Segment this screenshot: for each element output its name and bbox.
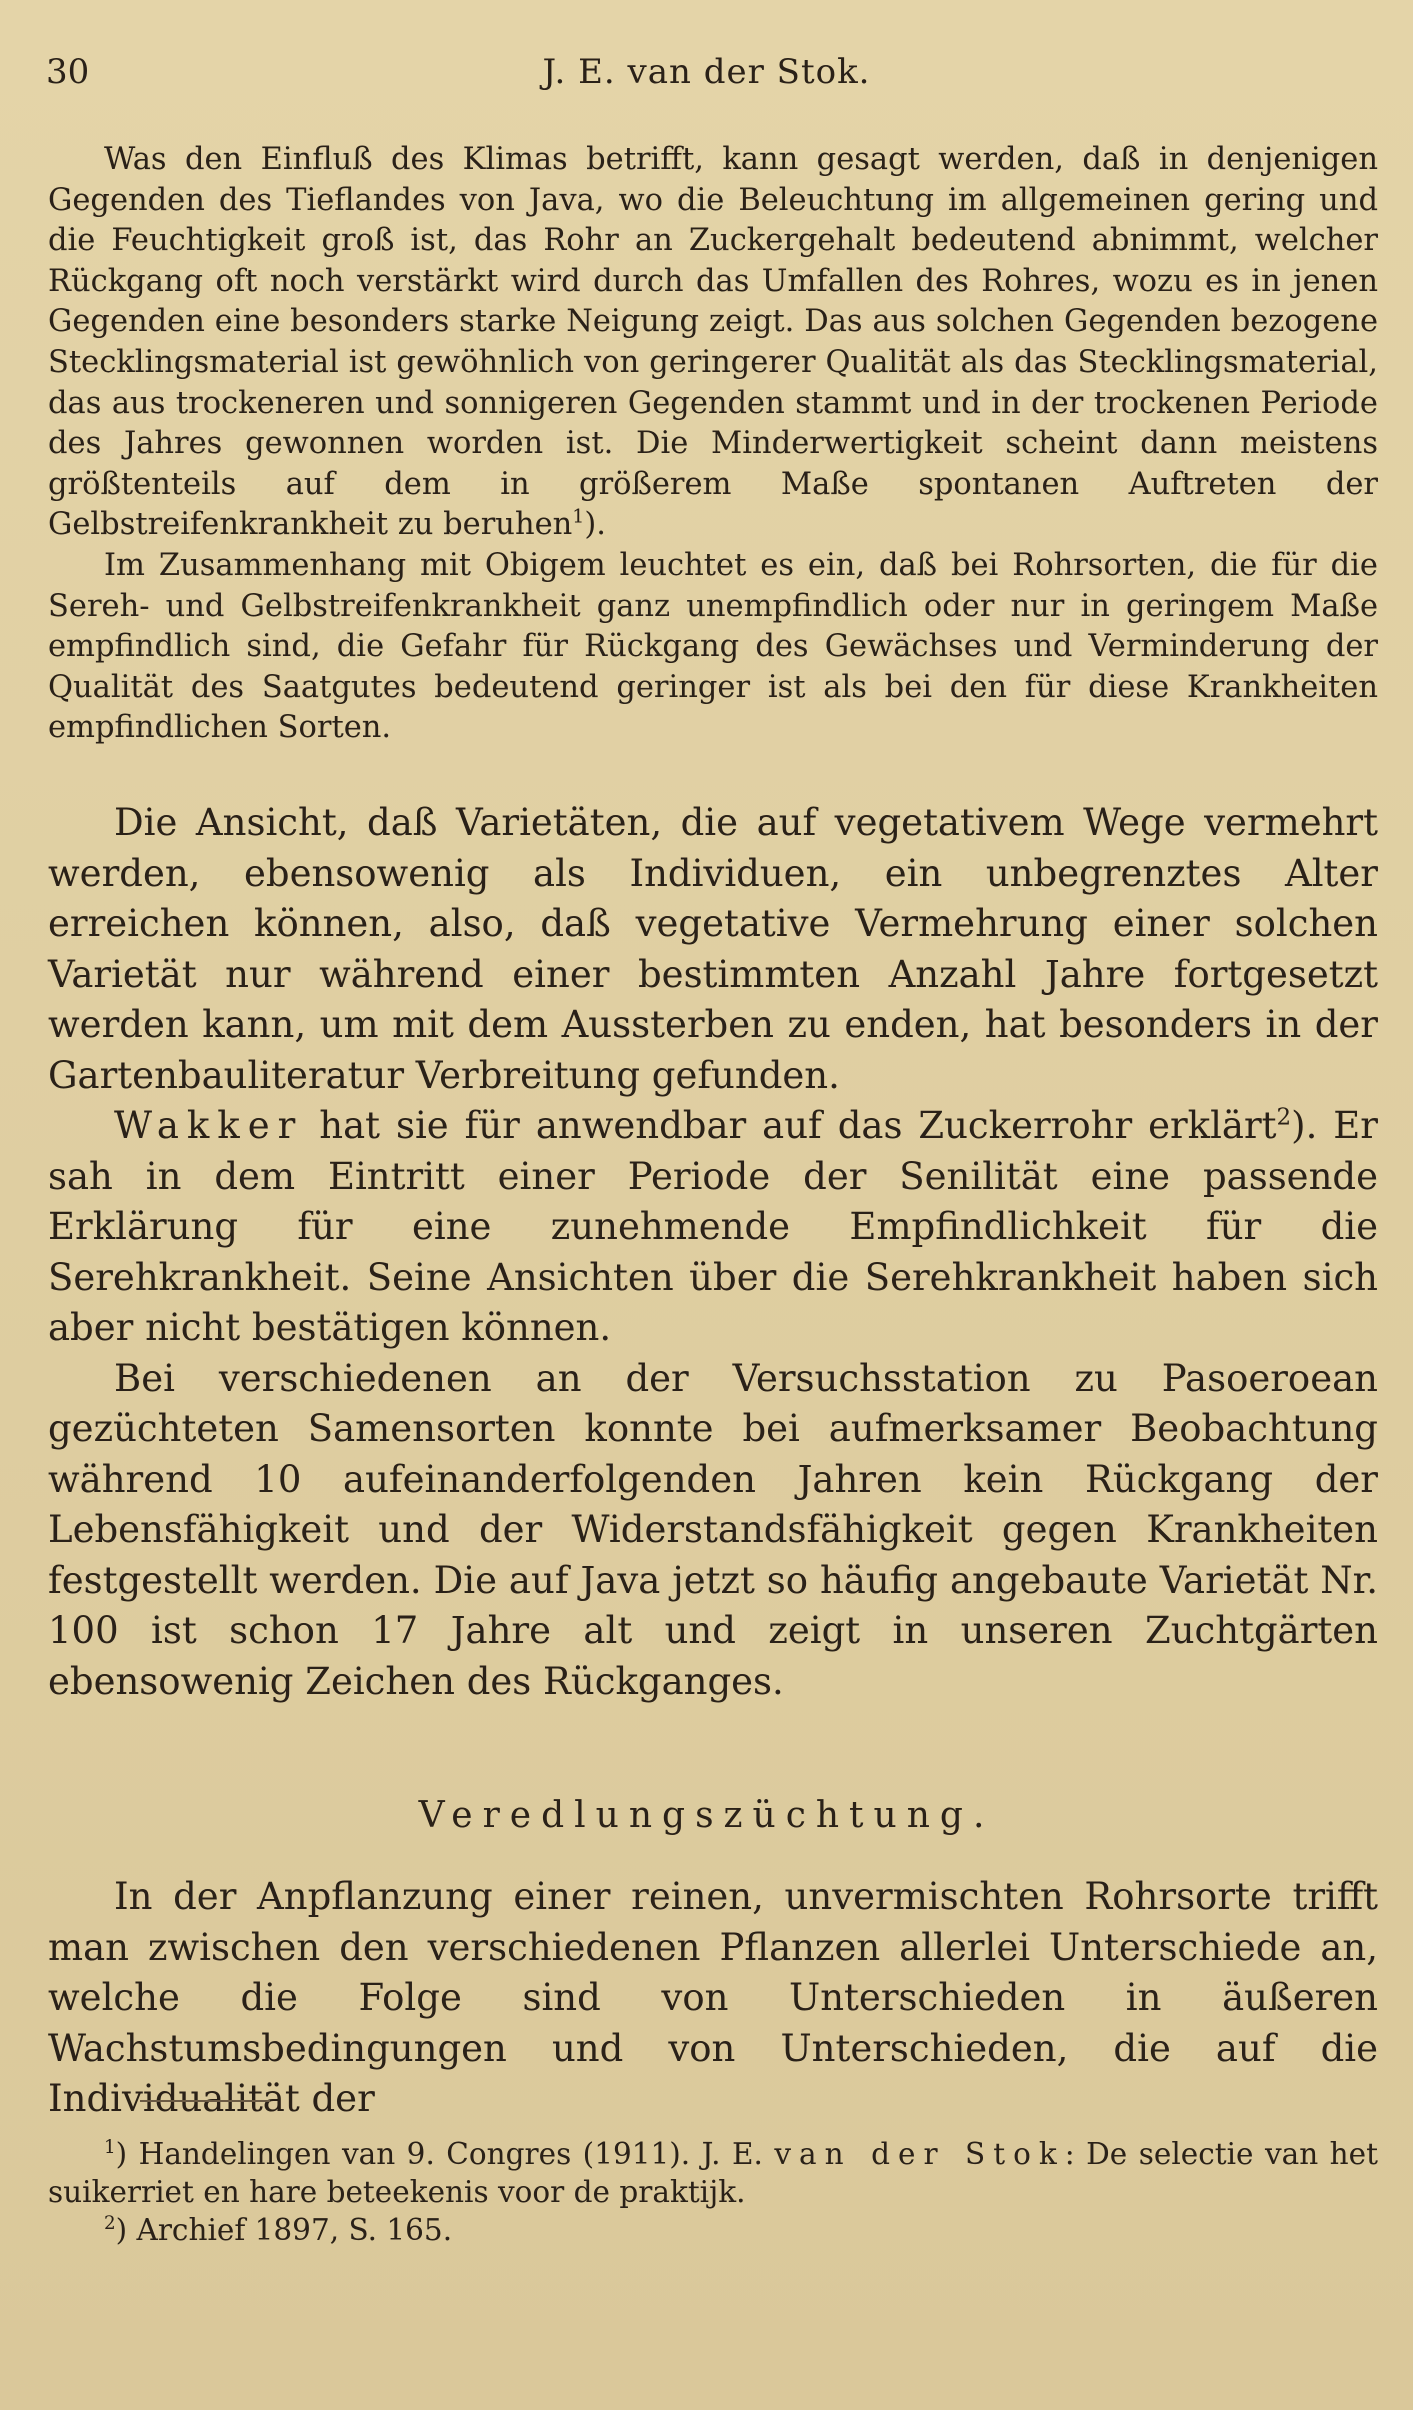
footnote-2: $^2$) Archief 1897, S. 165. [104,2213,453,2247]
footnote-author: van der Stok [774,2137,1065,2171]
breeding-paragraph: In der Anpflanzung einer reinen, unvermischten Rohrsorte trifft man zwischen den verschiedenen Pflanzen allerlei Unterschiede an, welche die Folge sind von Unterschieden in äußeren Wachstumsbedingungen und von Unterschieden, die auf die Individualität der [48,1875,1378,2120]
footnote-ref-2: 2 [1276,1104,1292,1131]
author-name: Wakker [114,1104,304,1147]
climate-paragraph: Was den Einfluß des Klimas betrifft, kann gesagt werden, daß in denjenigen Gegenden des Tieflandes von Java, wo die Beleuchtung im allgemeinen gering und die Feuchtigkeit groß ist, das Rohr an Zuckergehalt bedeutend abnimmt, welcher Rückgang oft noch verstärkt wird durch das Umfallen des Rohres, wozu es in jenen Gegenden eine besonders starke Neigung zeigt. Das aus solchen Gegenden bezogene Stecklingsmaterial ist gewöhnlich von geringerer Qualität als das Stecklingsmaterial, das aus trockeneren und sonnigeren Gegenden stammt und in der trockenen Periode des Jahres gewonnen worden ist. Die Minderwertigkeit scheint dann meistens größtenteils auf dem in größerem Maße spontanen Auftreten der Gelbstreifenkrankheit zu beruhen$^1$). [48,142,1378,543]
footnote-ref-1: 1 [572,506,585,528]
resistance-paragraph: Im Zusammenhang mit Obigem leuchtet es ein, daß bei Rohrsorten, die für die Sereh- und Gelbstreifenkrankheit ganz unempfindlich oder nur in geringem Maße empfindlich sind, die Gefahr für Rückgang des Gewächses und Verminderung der Qualität des Saatgutes bedeutend geringer ist als bei den für diese Krankheiten empfindlichen Sorten. [48,547,1378,746]
wakker-paragraph: Wakker hat sie für anwendbar auf das Zuckerrohr erklärt$^2$). Er sah in dem Eintritt einer Periode der Senilität eine passende Erklärung für eine zunehmende Empfindlichkeit für die Serehkrankheit. Seine Ansichten über die Serehkrankheit haben sich aber nicht bestätigen können. [48,1104,1378,1349]
running-head: J. E. van der Stok. [542,52,871,92]
footnote-1: $^1$) Handelingen van 9. Congres (1911). J. E. van der Stok: De selectie van het suikerriet en hare beteekenis voor de praktijk. [48,2137,1378,2209]
page-header [46,52,1367,92]
climate-section [48,140,1378,749]
breeding-section [48,1872,1378,2125]
footnote-divider [140,2100,270,2102]
varieties-paragraph: Die Ansicht, daß Varietäten, die auf vegetativem Wege vermehrt werden, ebensowenig als Individuen, ein unbegrenztes Alter erreichen können, also, daß vegetative Vermehrung einer solchen Varietät nur während einer bestimmten Anzahl Jahre fortgesetzt werden kann, um mit dem Aussterben zu enden, hat besonders in der Gartenbauliteratur Verbreitung gefunden. [48,801,1378,1097]
footnotes [48,2135,1378,2249]
page-number: 30 [46,52,90,92]
senility-section [48,798,1378,1707]
seed-varieties-paragraph: Bei verschiedenen an der Versuchsstation zu Pasoeroean gezüchteten Samensorten konnte bei aufmerksamer Beobachtung während 10 aufeinanderfolgenden Jahren kein Rückgang der Lebensfähigkeit und der Widerstandsfähigkeit gegen Krankheiten festgestellt werden. Die auf Java jetzt so häufig angebaute Varietät Nr. 100 ist schon 17 Jahre alt und zeigt in unseren Zuchtgärten ebensowenig Zeichen des Rückganges. [48,1356,1378,1703]
section-heading: Veredlungszüchtung. [418,1795,995,1836]
